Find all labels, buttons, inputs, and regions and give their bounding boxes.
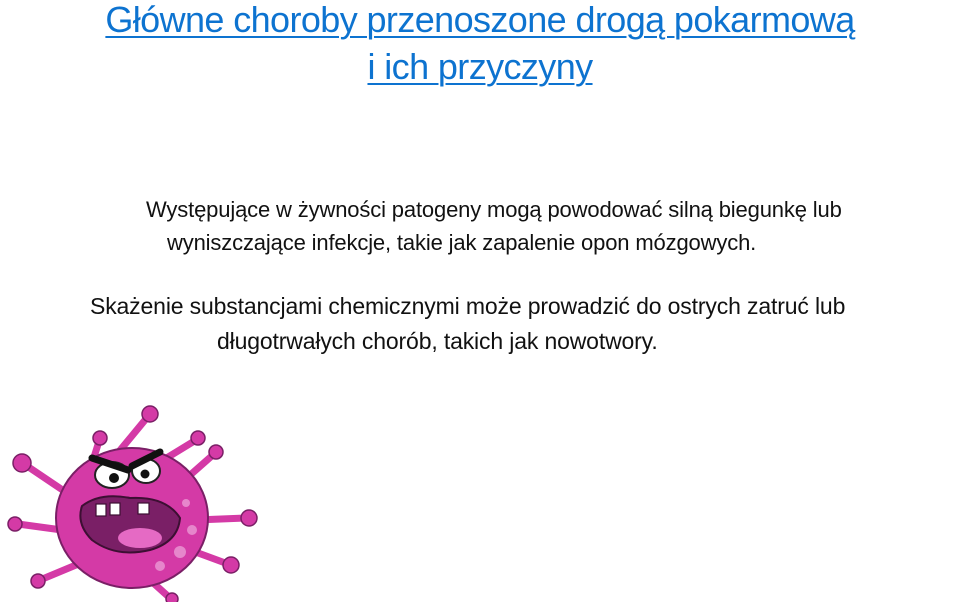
germ-icon xyxy=(0,400,265,602)
title-line-2-text: i ich przyczyny xyxy=(367,46,593,87)
paragraph-2-line-2: długotrwałych chorób, takich jak nowotwory. xyxy=(217,328,658,354)
title-line-2 xyxy=(0,47,960,87)
slide-title xyxy=(0,0,960,87)
paragraph-2-line-1: Skażenie substancjami chemicznymi może prowadzić do ostrych zatruć lub xyxy=(90,293,846,319)
paragraph-1-line-1: Występujące w żywności patogeny mogą powodować silną biegunkę lub xyxy=(146,197,842,222)
paragraph-1-line-2: wyniszczające infekcje, takie jak zapalenie opon mózgowych. xyxy=(167,230,757,255)
title-line-1-text: Główne choroby przenoszone drogą pokarmową xyxy=(105,0,855,40)
title-line-1 xyxy=(0,0,960,40)
